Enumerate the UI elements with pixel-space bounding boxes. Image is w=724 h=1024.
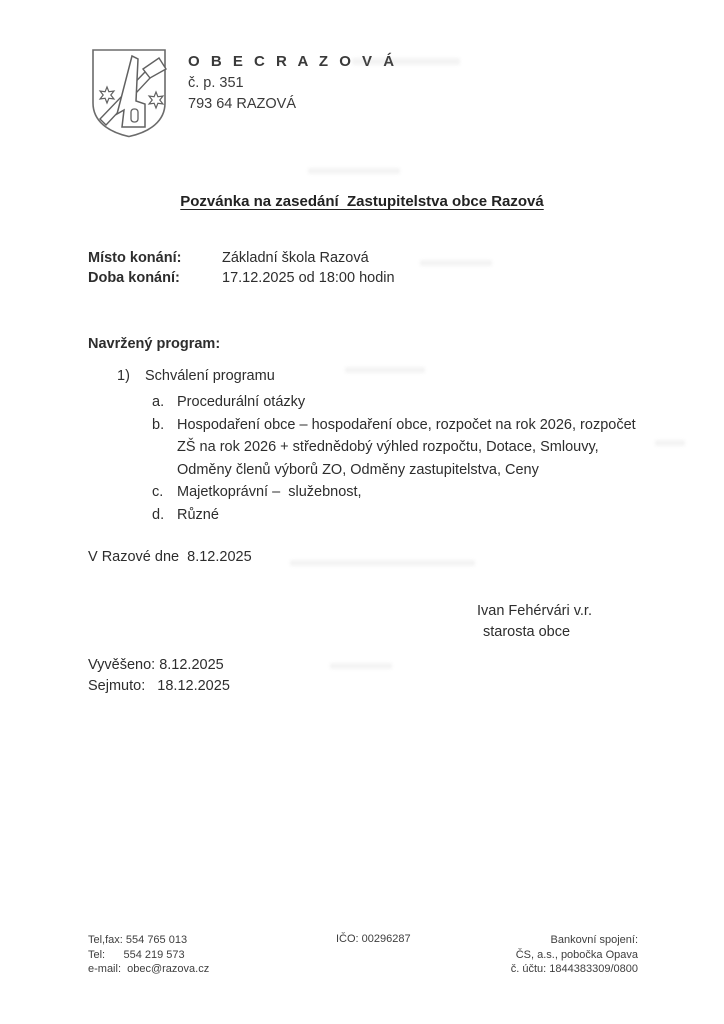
program-subitem-d	[152, 504, 642, 527]
subitem-letter: d.	[152, 506, 165, 523]
footer-email: e-mail: obec@razova.cz	[88, 963, 210, 975]
footer-contact	[88, 933, 209, 977]
meeting-time-row	[88, 268, 395, 288]
meeting-place-value: Základní škola Razová	[222, 250, 369, 266]
subitem-text: Majetkoprávní – služebnost,	[177, 484, 362, 500]
org-address-line1: č. p. 351	[188, 75, 244, 91]
org-name: O B E C R A Z O V Á	[188, 53, 398, 70]
subitem-letter: c.	[152, 484, 164, 500]
program-subitems	[152, 391, 642, 526]
program-item-1-text: Schválení programu	[145, 368, 275, 384]
org-address-line2: 793 64 RAZOVÁ	[188, 96, 296, 112]
program-subitem-a	[152, 391, 642, 414]
posted-date: Vyvěšeno: 8.12.2025	[88, 657, 224, 673]
scan-artifact	[330, 663, 392, 669]
meeting-info	[88, 248, 395, 288]
meeting-place-label: Místo konání:	[88, 250, 182, 266]
footer-bank-label: Bankovní spojení:	[550, 934, 638, 946]
program-item-1-number: 1)	[117, 368, 130, 384]
subitem-letter: a.	[152, 394, 165, 410]
program-subitem-b	[152, 414, 642, 482]
footer-ico: IČO: 00296287	[336, 933, 411, 945]
program-heading: Navržený program:	[88, 336, 221, 352]
program-item-1	[117, 368, 275, 384]
municipal-coat-of-arms-icon	[86, 46, 172, 140]
footer-telfax: Tel,fax: 554 765 013	[88, 934, 188, 946]
subitem-text: Procedurální otázky	[177, 394, 306, 410]
subitem-text: Různé	[177, 506, 219, 523]
subitem-letter: b.	[152, 416, 165, 433]
meeting-time-label: Doba konání:	[88, 270, 180, 286]
signatory-name: Ivan Fehérvári v.r.	[477, 603, 592, 619]
footer-bank-account: č. účtu: 1844383309/0800	[510, 963, 638, 975]
dateline: V Razové dne 8.12.2025	[88, 549, 252, 565]
footer-tel: Tel: 554 219 573	[88, 948, 185, 961]
scan-artifact	[655, 440, 685, 446]
scan-artifact	[290, 560, 475, 566]
scan-artifact	[352, 58, 460, 65]
signatory-role: starosta obce	[483, 624, 571, 640]
meeting-time-value: 17.12.2025 od 18:00 hodin	[222, 270, 395, 286]
scan-artifact	[308, 168, 400, 174]
posting-dates	[88, 655, 230, 697]
signature-block	[477, 601, 592, 643]
removed-date: Sejmuto: 18.12.2025	[88, 678, 230, 694]
footer-bank-name: ČS, a.s., pobočka Opava	[515, 948, 638, 961]
meeting-place-row	[88, 248, 395, 268]
program-subitem-c	[152, 481, 642, 504]
subitem-text: Hospodaření obce – hospodaření obce, rozpočet na rok 2026, rozpočet ZŠ na rok 2026 + střednědobý výhled rozpočtu, Dotace, Smlouvy, Odměny členů výborů ZO, Odměny zastupitelstva, Ceny	[177, 416, 640, 478]
footer-bank	[511, 933, 638, 977]
document-title: Pozvánka na zasedání Zastupitelstva obce Razová	[180, 193, 544, 210]
scan-artifact	[420, 260, 492, 266]
scan-artifact	[345, 367, 425, 373]
